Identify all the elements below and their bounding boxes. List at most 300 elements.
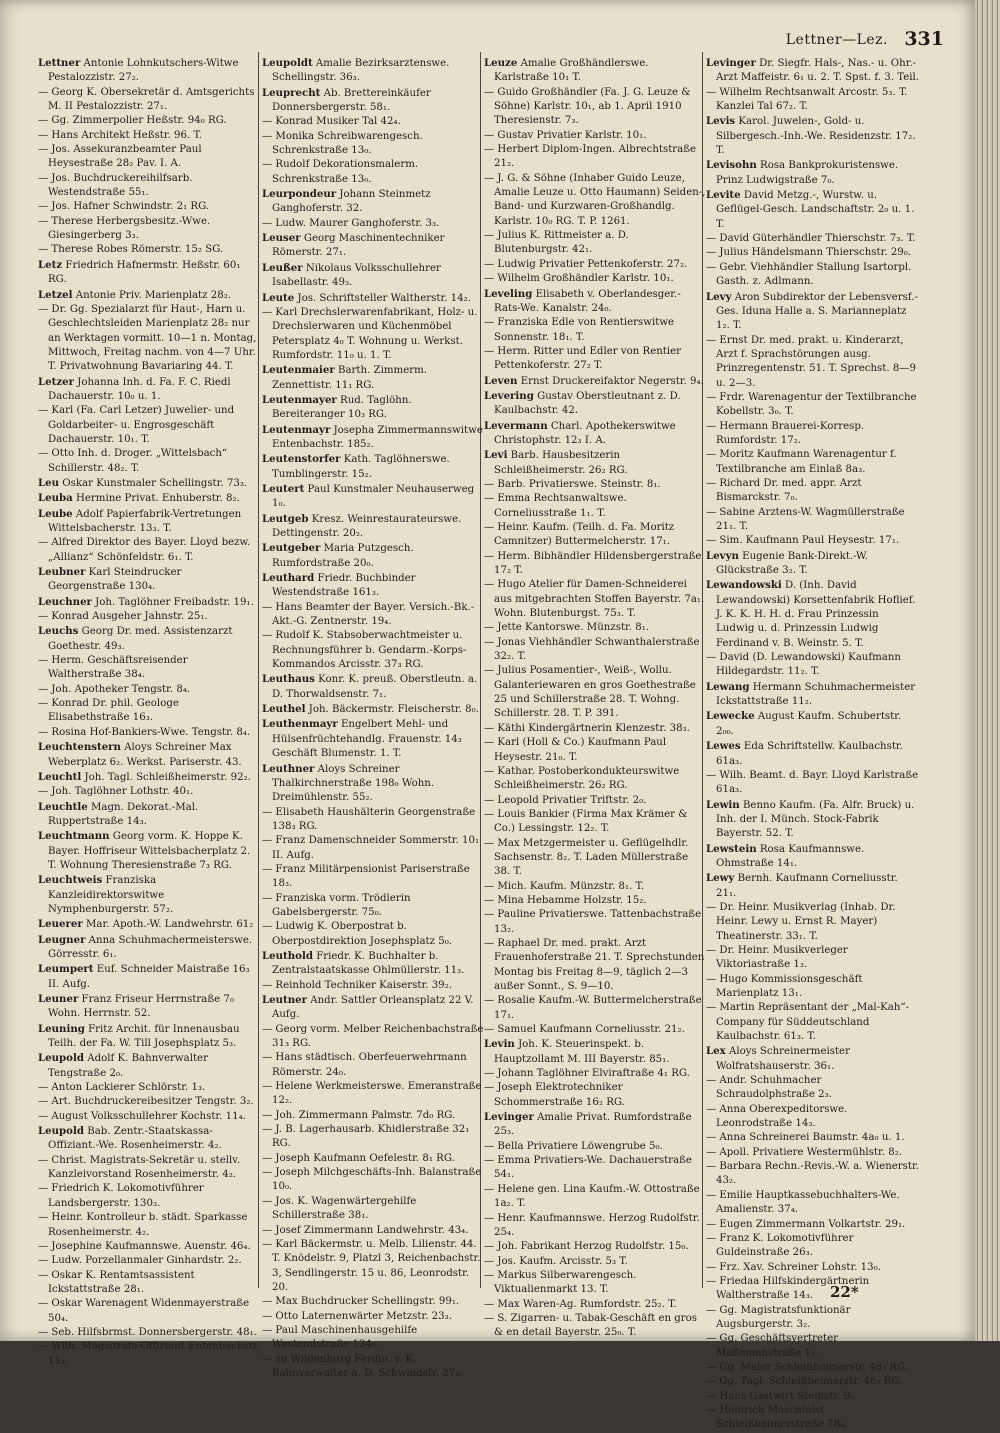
directory-entry [38, 1340, 260, 1369]
entry-text: — Julius Posamentier-, Weiß-, Wollu. Galanteriewaren en gros Goethestraße 25 und Schillerstraße 28. T. Wohng. Schillerstr. 28. T. P. 391. [484, 665, 696, 720]
directory-entry [262, 363, 484, 393]
entry-text: — Hans Beamter der Bayer. Versich.-Bk.-Akt.-G. Zentnerstr. 19₄. [262, 601, 475, 628]
directory-entry [484, 794, 706, 808]
entry-text: Mar. Apoth.-W. Landwehrstr. 61₂ [82, 919, 254, 931]
directory-entry [262, 629, 484, 672]
entry-text: — Otto Inh. d. Droger. „Wittelsbach“ Schillerstr. 48₂. T. [38, 448, 228, 474]
entry-text: — Markus Silberwarengesch. Viktualienmarkt 13. T. [484, 1269, 637, 1296]
entry-surname: Leu [38, 476, 60, 489]
directory-entry [484, 229, 706, 258]
entry-surname: Levite [706, 189, 741, 202]
entry-text: — Samuel Kaufmann Corneliusstr. 21₂. [484, 1024, 685, 1036]
directory-entry [38, 288, 260, 303]
entry-text: Elisabeth v. Oberlandesger.-Rats-We. Kanalstr. 24₀. [494, 288, 681, 314]
entry-text: — Emma Privatiers-We. Dachauerstraße 54₁. [484, 1155, 692, 1181]
entry-text: — Georg vorm. Melber Reichenbachstraße 31₃ RG. [262, 1023, 484, 1050]
entry-surname: Leubner [38, 566, 86, 579]
entry-text: — Guido Großhändler (Fa. J. G. Leuze & Söhne) Karlstr. 10₁, ab 1. April 1910 Theresienstr. 7₃. [484, 86, 691, 127]
entry-text: — Julius K. Rittmeister a. D. Blutenburgstr. 42₁. [484, 230, 629, 256]
column-1 [38, 56, 260, 1367]
directory-entry [38, 962, 260, 992]
entry-text: — Wilh. Beamt. d. Bayr. Lloyd Karlstraße 61a₃. [706, 769, 919, 796]
directory-entry [38, 1211, 260, 1240]
directory-entry [262, 762, 484, 806]
directory-entry [706, 86, 920, 115]
entry-text: — Karl Drechslerwarenfabrikant, Holz- u. Drechslerwaren und Küchenmöbel Petersplatz 4₀ T. Wohnung u. Werkst. Rumfordstr. 11₀ u. 1. T. [262, 306, 478, 361]
directory-entry [38, 447, 260, 476]
entry-text: Friedrich Hafnermstr. Heßstr. 60₁ RG. [48, 259, 241, 286]
entry-surname: Leußer [262, 261, 303, 274]
directory-entry [38, 303, 260, 375]
directory-entry [484, 1255, 706, 1269]
entry-surname: Leutenstorfer [262, 453, 341, 466]
entry-surname: Leupoldt [262, 57, 313, 69]
entry-text: — Konrad Musiker Tal 42₄. [262, 116, 401, 128]
entry-text: Joh. Taglöhner Freibadstr. 19₁. [91, 596, 254, 608]
directory-entry [262, 291, 484, 306]
entry-surname: Leuthel [262, 703, 306, 716]
directory-entry [706, 246, 920, 260]
entry-surname: Leupold [38, 1052, 84, 1065]
directory-entry [38, 114, 260, 128]
entry-text: — Rudolf K. Stabsoberwachtmeister u. Rechnungsführer b. Gendarm.-Korps-Kommandos Arcisstr. 37₃ RG. [262, 630, 467, 671]
entry-text: — Joh. Apotheker Tengstr. 8₄. [38, 683, 191, 695]
directory-entry [706, 114, 920, 158]
directory-entry [38, 1182, 260, 1211]
directory-entry [262, 1224, 484, 1238]
entry-text: — Leopold Privatier Triftstr. 2₀. [484, 794, 647, 806]
directory-entry [706, 680, 920, 710]
entry-text: Karl Steindrucker Georgenstraße 130₄. [48, 567, 182, 593]
directory-entry [706, 56, 920, 86]
directory-entry [484, 880, 706, 894]
directory-entry [262, 1166, 484, 1195]
entry-text: Eugenie Bank-Direkt.-W. Glückstraße 3₂. T. [716, 550, 868, 577]
directory-entry [484, 1023, 706, 1037]
entry-text: — Hans Architekt Heßstr. 96. T. [38, 129, 203, 141]
entry-surname: Levin [484, 1038, 515, 1051]
directory-entry [38, 917, 260, 932]
entry-text: — Therese Herbergsbesitz.-Wwe. Giesingerberg 3₃. [38, 215, 211, 242]
directory-entry [38, 1254, 260, 1268]
entry-surname: Leuprecht [262, 86, 321, 99]
directory-entry [484, 56, 706, 86]
directory-entry [38, 624, 260, 654]
directory-entry [706, 709, 920, 739]
entry-text: Barb. Hausbesitzerin Schleißheimerstr. 26₂ RG. [494, 450, 628, 476]
entry-text: — Jos. Hafner Schwindstr. 2₁ RG. [38, 201, 210, 213]
directory-entry [706, 871, 920, 901]
entry-text: — zu Wildenburg Ferdin. v. K. Bahnverwalter a. D. Schwindstr. 27₃. [262, 1353, 463, 1379]
entry-text: — Frdr. Warenagentur der Textilbranche Kobellstr. 3₀. T. [706, 391, 917, 418]
entry-surname: Leuthaus [262, 673, 315, 686]
entry-text: Amalie Bezirksarztenswe. Schellingstr. 36₃. [272, 58, 450, 84]
directory-entry [706, 1361, 920, 1375]
entry-text: Hermine Privat. Enhuberstr. 8₂. [72, 493, 240, 505]
entry-text: — Joh. Zimmermann Palmstr. 7d₀ RG. [262, 1109, 456, 1121]
entry-text: — Reinhold Techniker Kaiserstr. 39₂. [262, 979, 452, 991]
entry-surname: Leuchtle [38, 800, 88, 813]
directory-entry [484, 1037, 706, 1067]
entry-text: — Julius Händelsmann Thierschstr. 29₀. [706, 247, 912, 259]
directory-entry [262, 231, 484, 261]
entry-text: — Louis Bankier (Firma Max Krämer & Co.) Lessingstr. 12₂. T. [484, 808, 688, 835]
directory-entry [484, 837, 706, 880]
directory-entry [262, 806, 484, 835]
directory-entry [484, 129, 706, 143]
directory-entry [706, 534, 920, 548]
entry-text: — Alfred Direktor des Bayer. Lloyd bezw. „Allianz“ Schönfeldstr. 6₁. T. [38, 537, 251, 563]
directory-entry [262, 717, 484, 761]
entry-text: — Konrad Dr. phil. Geologe Elisabethstraße 16₃. [38, 698, 179, 724]
directory-entry [706, 1131, 920, 1145]
entry-text: — Gebr. Viehhändler Stallung Isartorpl. Gasth. z. Adlmann. [706, 261, 912, 288]
directory-entry [38, 86, 260, 115]
entry-surname: Leuchtenstern [38, 741, 121, 754]
directory-entry [262, 1023, 484, 1052]
directory-entry [38, 800, 260, 830]
entry-text: Georg Maschinentechniker Römerstr. 27₁. [272, 233, 445, 259]
directory-entry [706, 798, 920, 842]
entry-text: Oskar Kunstmaler Schellingstr. 73₃. [59, 477, 248, 489]
directory-entry [262, 863, 484, 892]
directory-entry [262, 393, 484, 423]
directory-entry [706, 1232, 920, 1261]
entry-surname: Levinger [706, 57, 756, 69]
entry-text: — Max Waren-Ag. Rumfordstr. 25₂. T. [484, 1298, 677, 1310]
directory-entry [262, 702, 484, 717]
entry-text: Benno Kaufm. (Fa. Alfr. Bruck) u. Inh. der I. Münch. Stock-Fabrik Bayerstr. 52. T. [716, 799, 915, 840]
entry-surname: Leuner [38, 993, 79, 1005]
entry-text: — Joseph Kaufmann Oefelestr. 8₁ RG. [262, 1152, 455, 1164]
entry-surname: Leuchtl [38, 770, 82, 783]
entry-text: Engelbert Mehl- und Hülsenfrüchtehandlg. Frauenstr. 14₃ Geschäft Blumenstr. 1. T. [272, 719, 462, 760]
entry-text: Charl. Apothekerswitwe Christophstr. 12₃ I. A. [494, 420, 676, 446]
entry-surname: Leuthner [262, 762, 315, 775]
directory-entry [262, 571, 484, 601]
entry-text: Franz Friseur Herrnstraße 7₀ Wohn. Herrnstr. 52. [48, 994, 234, 1020]
directory-entry [38, 1154, 260, 1183]
entry-surname: Leutenmayer [262, 393, 337, 406]
directory-entry [38, 1095, 260, 1109]
directory-entry [484, 1110, 706, 1140]
entry-text: — Henr. Kaufmannswe. Herzog Rudolfstr. 25₄. [484, 1212, 700, 1238]
directory-entry [706, 578, 920, 651]
entry-text: Kath. Taglöhnerswe. Tumblingerstr. 15₂. [272, 454, 450, 480]
directory-entry [484, 621, 706, 635]
directory-entry [38, 1022, 260, 1052]
directory-entry [38, 1081, 260, 1095]
directory-entry [706, 188, 920, 232]
entry-text: — Mina Hebamme Holzstr. 15₂. [484, 894, 647, 906]
entry-surname: Levyn [706, 549, 739, 562]
directory-entry [706, 1375, 920, 1389]
entry-text: — Dr. Heinr. Musikverleger Viktoriastraße 1₃. [706, 944, 848, 971]
directory-entry [706, 769, 920, 798]
entry-text: — Franz Militärpensionist Pariserstraße 18₃. [262, 863, 470, 890]
directory-entry [262, 130, 484, 159]
directory-entry [262, 512, 484, 542]
directory-entry [484, 808, 706, 837]
entry-text: — Joseph Milchgeschäfts-Inh. Balanstraße 10₀. [262, 1167, 482, 1193]
directory-entry [38, 143, 260, 172]
directory-entry [706, 944, 920, 973]
entry-text: — Herbert Diplom-Ingen. Albrechtstraße 21₂. [484, 144, 697, 170]
directory-entry [262, 1353, 484, 1382]
directory-entry [484, 492, 706, 521]
entry-text: — Gg. Geschäftsvertreter Maßmannstraße 1₂. [706, 1333, 839, 1359]
entry-text: — Jos. Buchdruckereihilfsarb. Westendstraße 55₁. [38, 172, 193, 199]
directory-entry [706, 448, 920, 477]
directory-entry [706, 1001, 920, 1044]
entry-surname: Levi [484, 449, 508, 462]
directory-entry [706, 1103, 920, 1132]
entry-text: Rud. Taglöhn. Bereiteranger 10₃ RG. [272, 394, 412, 421]
directory-entry [262, 452, 484, 482]
entry-text: — Max Metzgermeister u. Geflügelhdlr. Sachsenstr. 8₂. T. Laden Müllerstraße 38. T. [484, 837, 689, 878]
directory-entry [484, 765, 706, 794]
entry-surname: Letz [38, 258, 63, 271]
entry-text: — Richard Dr. med. appr. Arzt Bismarckstr. 7₀. [706, 477, 862, 504]
entry-text: Magn. Dekorat.-Mal. Ruppertstraße 14₃. [48, 801, 199, 827]
entry-surname: Leuchtweis [38, 874, 103, 887]
entry-text: D. (Inh. David Lewandowski) Korsettenfabrik Hoflief. J. K. K. H. H. d. Frau Prinzessin Ludwig u. d. Prinzessin Ludwig Ferdinand v. B. Weinstr. 5. T. [716, 580, 916, 649]
entry-surname: Leutgeber [262, 542, 321, 555]
entry-text: — Gustav Privatier Karlstr. 10₁. [484, 129, 647, 141]
directory-entry [262, 86, 484, 116]
entry-text: — Franziska vorm. Trödlerin Gabelsbergerstr. 75₀. [262, 892, 411, 918]
entry-text: Rosa Bankprokuristenswe. Prinz Ludwigstraße 7₀. [716, 160, 899, 186]
entry-text: Euf. Schneider Maistraße 16₃ II. Aufg. [48, 964, 250, 990]
entry-text: — Rudolf Dekorationsmalerm. Schrenkstraße 13₀. [262, 159, 419, 185]
directory-entry [484, 1269, 706, 1298]
page-edge [975, 0, 1000, 1341]
entry-surname: Leven [484, 374, 518, 387]
directory-entry [262, 482, 484, 512]
entry-text: — S. Zigarren- u. Tabak-Geschäft en gros & en detail Bayerstr. 25₀. T. [484, 1312, 698, 1339]
entry-surname: Lewy [706, 872, 735, 885]
directory-entry [262, 892, 484, 921]
entry-text: — Jos. Kaufm. Arcisstr. 5₃ T. [484, 1255, 628, 1267]
entry-text: — Joh. Fabrikant Herzog Rudolfstr. 15₀. [484, 1241, 689, 1253]
entry-text: — Herm. Ritter und Edler von Rentier Pettenkoferstr. 27₂ T. [484, 345, 682, 372]
entry-text: — Hans städtisch. Oberfeuerwehrmann Römerstr. 24₀. [262, 1052, 467, 1078]
entry-text: Johann Steinmetz Ganghoferstr. 32. [272, 189, 431, 215]
directory-entry [38, 785, 260, 799]
entry-text: — Jette Kantorswe. Münzstr. 8₁. [484, 622, 650, 634]
entry-surname: Leuze [484, 57, 518, 69]
directory-entry [262, 993, 484, 1023]
directory-entry [484, 1240, 706, 1254]
entry-text: Barth. Zimmerm. Zennettistr. 11₁ RG. [272, 365, 428, 391]
directory-entry [38, 1326, 260, 1340]
directory-entry [706, 1390, 920, 1404]
directory-entry [38, 992, 260, 1022]
entry-text: — Christ. Magistrats-Sekretär u. stellv. Kanzleivorstand Rosenheimerstr. 4₂. [38, 1154, 241, 1181]
entry-text: Andr. Sattler Orleansplatz 22 V. Aufg. [272, 995, 474, 1021]
entry-text: Fritz Archit. für Innenausbau Teilh. der Fa. W. Till Josephsplatz 5₃. [48, 1023, 240, 1050]
entry-text: — Sim. Kaufmann Paul Heysestr. 17₁. [706, 535, 900, 547]
directory-entry [484, 1183, 706, 1212]
entry-text: — Andr. Schuhmacher Schraudolphstraße 2₃. [706, 1075, 832, 1101]
entry-surname: Levinger [484, 1111, 534, 1124]
entry-text: — Georg K. Obersekretär d. Amtsgerichts M. II Pestalozzistr. 27₁. [38, 86, 255, 113]
directory-entry [38, 1124, 260, 1154]
directory-entry [38, 654, 260, 683]
entry-text: — Helene gen. Lina Kaufm.-W. Ottostraße 1a₂. T. [484, 1183, 700, 1210]
directory-entry [262, 1195, 484, 1224]
entry-surname: Leuser [262, 232, 301, 245]
entry-text: — Paul Maschinenhausgehilfe Westendstraße 134₀. [262, 1324, 418, 1351]
entry-text: — Helene Werkmeisterswe. Emeranstraße 12₂. [262, 1081, 482, 1107]
entry-surname: Leuchner [38, 595, 92, 608]
entry-text: David Metzg.-, Wurstw. u. Geflügel-Gesch. Landschaftstr. 2₀ u. 1. T. [716, 190, 915, 230]
entry-text: — Anna Oberexpeditorswe. Leonrodstraße 14₃. [706, 1103, 848, 1130]
entry-surname: Leutert [262, 482, 305, 495]
entry-text: Antonie Lohnkutschers-Witwe Pestalozzistr. 27₂. [48, 58, 239, 84]
directory-entry [262, 979, 484, 993]
directory-entry [706, 1146, 920, 1160]
entry-surname: Leugner [38, 933, 86, 946]
directory-entry [38, 1051, 260, 1081]
entry-text: Franziska Kanzleidirektorswitwe Nymphenburgerstr. 57₂. [48, 875, 174, 915]
entry-text: — Pauline Privatierswe. Tattenbachstraße 13₂. [484, 909, 702, 935]
entry-surname: Levis [706, 115, 736, 128]
entry-text: — Otto Laternenwärter Metzstr. 23₃. [262, 1310, 452, 1322]
directory-entry [706, 261, 920, 290]
entry-surname: Levisohn [706, 159, 757, 172]
entry-text: Bab. Zentr.-Staatskassa-Offiziant.-We. Rosenheimerstr. 4₂. [48, 1126, 222, 1152]
directory-entry [706, 420, 920, 449]
directory-entry [706, 973, 920, 1002]
directory-entry [262, 306, 484, 363]
entry-text: — Herm. Bibhändler Hildensbergerstraße 17₂ T. [484, 550, 702, 577]
entry-surname: Lex [706, 1045, 726, 1058]
directory-entry [484, 664, 706, 721]
entry-text: — Therese Robes Römerstr. 15₂ SG. [38, 244, 224, 256]
entry-text: — Hugo Kommissionsgeschäft Marienplatz 13₁. [706, 973, 863, 999]
directory-entry [706, 1404, 920, 1433]
entry-text: — Max Buchdrucker Schellingstr. 99₁. [262, 1296, 460, 1308]
entry-text: — Eugen Zimmermann Volkartstr. 29₁. [706, 1218, 906, 1230]
entry-text: Ernst Druckereifaktor Negerstr. 9₄. [517, 375, 704, 387]
entry-text: — Barb. Privatierswe. Steinstr. 8₁. [484, 478, 661, 490]
entry-text: Karol. Juwelen-, Gold- u. Silbergesch.-Inh.-We. Residenzstr. 17₂. T. [716, 116, 916, 157]
directory-entry [484, 1140, 706, 1154]
entry-text: — Sabine Arztens-W. Wagmüllerstraße 21₁. T. [706, 506, 905, 532]
directory-entry [484, 389, 706, 419]
directory-entry [38, 1240, 260, 1254]
directory-entry [262, 261, 484, 291]
entry-text: — Seb. Hilfsbrmst. Donnersbergerstr. 48₁. [38, 1326, 257, 1338]
entry-text: Eda Schriftstellw. Kaulbachstr. 61a₃. [716, 741, 903, 767]
entry-text: — Kathar. Postoberkondukteurswitwe Schleißheimerstr. 26₂ RG. [484, 765, 680, 792]
entry-text: — Bella Privatiere Löwengrube 5₀. [484, 1140, 663, 1152]
directory-entry [38, 404, 260, 447]
entry-text: — Hermann Brauerei-Korresp. Rumfordstr. 17₂. [706, 420, 865, 446]
entry-surname: Letzel [38, 288, 73, 301]
directory-entry [706, 739, 920, 769]
directory-entry [38, 829, 260, 873]
directory-entry [262, 217, 484, 231]
entry-surname: Leube [38, 507, 73, 520]
directory-entry [484, 1312, 706, 1341]
directory-entry [38, 536, 260, 565]
entry-surname: Leuba [38, 492, 73, 505]
directory-entry [706, 1261, 920, 1275]
directory-entry [262, 834, 484, 863]
entry-surname: Lewecke [706, 710, 755, 723]
directory-entry [484, 908, 706, 937]
entry-text: — Monika Schreibwarengesch. Schrenkstraße 13₀. [262, 130, 423, 157]
directory-entry [38, 1269, 260, 1298]
directory-entry [38, 258, 260, 288]
directory-entry [484, 143, 706, 172]
directory-entry [484, 937, 706, 994]
entry-text: Maria Putzgesch. Rumfordstraße 20₀. [272, 543, 414, 569]
entry-text: — Herm. Geschäftsreisender Waltherstraße 38₄. [38, 655, 188, 681]
entry-text: — Oskar K. Rentamtsassistent Ickstattstraße 28₁. [38, 1269, 195, 1295]
entry-text: Adolf K. Bahnverwalter Tengstraße 2₀. [48, 1053, 208, 1079]
directory-entry [262, 601, 484, 630]
directory-entry [38, 683, 260, 697]
entry-surname: Leuchtmann [38, 830, 110, 843]
entry-surname: Levering [484, 389, 534, 402]
directory-entry [484, 478, 706, 492]
directory-entry [38, 507, 260, 537]
page-header [40, 30, 950, 52]
entry-text: — Emilie Hauptkassebuchhalters-We. Amalienstr. 37₄. [706, 1189, 900, 1216]
directory-entry [262, 1123, 484, 1152]
directory-entry [706, 1044, 920, 1074]
entry-surname: Leutenmaier [262, 364, 335, 377]
directory-entry [706, 334, 920, 391]
directory-entry [484, 1081, 706, 1110]
entry-text: — Frz. Xav. Schreiner Lohstr. 13₀. [706, 1261, 881, 1273]
directory-entry [38, 1297, 260, 1326]
directory-entry [38, 933, 260, 963]
entry-text: — Karl Bäckermstr. u. Melb. Lilienstr. 44. T. Knödelstr. 9, Platzl 3, Reichenbachstr. 3, Sendlingerstr. 15 u. 86, Leonrodstr. 20. [262, 1238, 481, 1293]
directory-entry [484, 86, 706, 129]
entry-text: Hermann Schuhmachermeister Ickstattstraße 11₂. [716, 681, 916, 708]
entry-text: Aloys Schreiner Max Weberplatz 6₂. Werkst. Pariserstr. 43. [48, 742, 242, 768]
directory-entry [706, 1332, 920, 1361]
entry-text: — Wilhelm Rechtsanwalt Arcostr. 5₃. T. Kanzlei Tal 67₂. T. [706, 86, 908, 113]
directory-entry [484, 894, 706, 908]
entry-text: — Joseph Elektrotechniker Schommerstraße 16₂ RG. [484, 1082, 625, 1108]
entry-text: — Hans Gastwirt Steinstr. 9₀. [706, 1390, 858, 1402]
directory-entry [262, 56, 484, 86]
entry-text: — Martin Repräsentant der „Mal-Kah“-Company für Süddeutschland Kaulbachstr. 61₃. T. [706, 1002, 910, 1043]
entry-text: — Ludwig K. Oberpostrat b. Oberpostdirektion Josephsplatz 5₀. [262, 921, 453, 947]
page-number: 331 [904, 28, 944, 50]
entry-text: — Jos. Assekuranzbeamter Paul Heysestraße 28₂ Pav. I. A. [38, 144, 202, 170]
entry-text: Aloys Schreinermeister Wolfratshauserstr. 36₁. [716, 1046, 850, 1072]
entry-surname: Leuerer [38, 918, 83, 931]
entry-surname: Lewin [706, 798, 740, 811]
directory-entry [38, 873, 260, 917]
directory-entry [38, 56, 260, 86]
entry-text: — Joh. Taglöhner Lothstr. 40₁. [38, 786, 194, 798]
entry-text: — Ludwig Privatier Pettenkoferstr. 27₂. [484, 258, 688, 270]
entry-text: Georg vorm. K. Hoppe K. Bayer. Hoffriseur Wittelsbacherplatz 2. T. Wohnung Theresienstraße 7₃ RG. [48, 831, 251, 871]
directory-entry [262, 1310, 484, 1324]
entry-text: — J. G. & Söhne (Inhaber Guido Leuze, Amalie Leuze u. Otto Haumann) Seiden-, Band- und Kurzwaren-Großhandlg. Karlstr. 10₀ RG. T. P. 1261. [484, 172, 706, 227]
directory-entry [38, 215, 260, 244]
directory-entry [262, 1109, 484, 1123]
directory-entry [706, 290, 920, 334]
directory-entry [38, 200, 260, 214]
